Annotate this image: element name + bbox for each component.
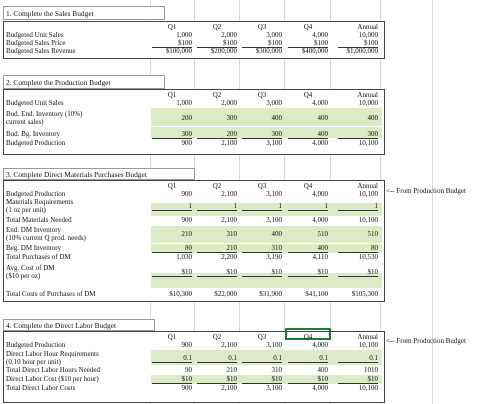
table-cell[interactable]: $10 — [197, 268, 237, 277]
table-cell[interactable]: 10,100 — [358, 139, 378, 147]
table-cell[interactable]: 210 — [226, 366, 237, 374]
row-label[interactable]: Budgeted Production — [6, 190, 66, 198]
row-label[interactable]: Budgeted Production — [6, 139, 66, 147]
column-header[interactable]: Q4 — [303, 182, 313, 190]
table-cell[interactable]: 510 — [317, 230, 328, 238]
row-label[interactable]: Materials Requirements — [6, 198, 74, 206]
column-header[interactable]: Q2 — [212, 91, 222, 99]
table-cell[interactable]: 300 — [242, 130, 282, 139]
table-cell[interactable]: 2,000 — [221, 99, 237, 107]
table-cell[interactable]: 400 — [317, 114, 328, 122]
dm-note: <-- From Production Budget — [386, 187, 466, 195]
table-cell[interactable]: 3,100 — [266, 216, 282, 224]
table-cell[interactable]: $10 — [338, 375, 378, 384]
table-cell[interactable]: $100 — [288, 39, 328, 48]
table-cell[interactable]: $31,900 — [259, 290, 282, 298]
table-cell[interactable]: 2,100 — [221, 384, 237, 392]
column-header[interactable]: Q3 — [257, 23, 267, 31]
table-cell[interactable]: 1 — [288, 202, 328, 211]
table-cell[interactable]: 2,000 — [221, 31, 237, 39]
table-cell[interactable]: 1 — [152, 202, 192, 211]
table-cell[interactable]: 2,100 — [221, 139, 237, 147]
table-cell[interactable]: $10 — [288, 375, 328, 384]
table-cell[interactable]: 0.1 — [197, 354, 237, 363]
table-cell[interactable]: 210 — [181, 230, 192, 238]
table-cell[interactable]: 4,000 — [312, 99, 328, 107]
table-cell[interactable]: 2,100 — [221, 190, 237, 198]
table-cell[interactable]: $100,000 — [165, 47, 192, 55]
column-header[interactable]: Q1 — [167, 23, 177, 31]
column-header[interactable]: Annual — [357, 23, 378, 31]
table-cell[interactable]: 4,000 — [312, 341, 328, 349]
table-cell[interactable]: $100 — [242, 39, 282, 48]
table-cell[interactable]: 0.1 — [242, 354, 282, 363]
row-label[interactable]: End. DM Inventory — [6, 226, 62, 234]
table-cell[interactable]: 2,100 — [221, 341, 237, 349]
table-cell[interactable]: $100 — [197, 39, 237, 48]
table-cell[interactable]: 4,000 — [312, 384, 328, 392]
table-cell[interactable]: 10,000 — [358, 31, 378, 39]
row-label[interactable]: Total Costs of Purchases of DM — [6, 290, 96, 298]
table-cell[interactable]: $10 — [288, 268, 328, 277]
table-cell[interactable]: 200 — [181, 114, 192, 122]
row-label[interactable]: (10% current Q prod. needs) — [6, 234, 86, 242]
table-cell[interactable]: $10 — [242, 375, 282, 384]
table-cell[interactable]: $400,000 — [301, 47, 328, 55]
table-cell[interactable]: 900 — [181, 384, 192, 392]
production-title: 2. Complete the Production Budget — [6, 78, 111, 87]
table-cell[interactable]: $10 — [197, 375, 237, 384]
column-header[interactable]: Q4 — [303, 333, 313, 341]
row-label[interactable]: Total Direct Labor Costs — [6, 384, 76, 392]
table-cell[interactable]: 1,000 — [176, 31, 192, 39]
table-cell[interactable]: 200 — [197, 130, 237, 139]
table-cell[interactable]: 80 — [152, 244, 192, 253]
table-cell[interactable]: 1010 — [364, 366, 378, 374]
table-cell[interactable]: 900 — [181, 190, 192, 198]
row-label[interactable]: Budgeted Sales Price — [6, 39, 66, 47]
table-cell[interactable]: 3,000 — [266, 99, 282, 107]
row-label[interactable]: Budgeted Unit Sales — [6, 31, 64, 39]
column-header[interactable]: Q3 — [257, 333, 267, 341]
table-cell[interactable]: 90 — [185, 366, 192, 374]
table-cell[interactable]: 4,000 — [312, 31, 328, 39]
table-cell[interactable]: 510 — [367, 230, 378, 238]
table-cell[interactable]: $105,300 — [351, 290, 378, 298]
table-cell[interactable]: $300,000 — [255, 47, 282, 55]
table-cell[interactable]: 310 — [226, 230, 237, 238]
table-cell[interactable]: 300 — [338, 130, 378, 139]
dm-title: 3. Complete Direct Materials Purchases Budget — [6, 170, 147, 179]
table-cell[interactable]: $10 — [338, 268, 378, 277]
row-label[interactable]: (1 oz per unit) — [6, 206, 46, 214]
sales-title: 1. Complete the Sales Budget — [6, 9, 94, 18]
dm-title-cell[interactable] — [3, 168, 195, 180]
table-cell[interactable]: 400 — [367, 114, 378, 122]
table-cell[interactable]: 900 — [181, 341, 192, 349]
table-cell[interactable]: 3,190 — [266, 253, 282, 261]
row-label[interactable]: Bud. Bg. Inventory — [6, 130, 61, 138]
column-header[interactable]: Q3 — [257, 91, 267, 99]
table-cell[interactable]: 210 — [197, 244, 237, 253]
column-header[interactable]: Annual — [357, 333, 378, 341]
table-cell[interactable]: $10,300 — [169, 290, 192, 298]
row-label[interactable]: Direct Labor Hour Requirements — [6, 350, 99, 358]
column-header[interactable]: Q4 — [303, 23, 313, 31]
table-cell[interactable]: 400 — [288, 130, 328, 139]
table-cell[interactable]: 400 — [271, 114, 282, 122]
table-cell[interactable]: 900 — [181, 139, 192, 147]
dl-title-cell[interactable] — [3, 319, 155, 331]
table-cell[interactable]: 3,100 — [266, 190, 282, 198]
table-cell[interactable]: 400 — [288, 244, 328, 253]
table-cell[interactable]: 300 — [226, 114, 237, 122]
row-label[interactable]: (0.10 hour per unit) — [6, 358, 61, 366]
table-cell[interactable]: 310 — [242, 244, 282, 253]
table-cell[interactable]: $100 — [152, 39, 192, 48]
row-label[interactable]: Direct Labor Cost ($10 per hour) — [6, 375, 99, 383]
table-cell[interactable]: 10,100 — [358, 190, 378, 198]
table-cell[interactable]: 10,100 — [358, 341, 378, 349]
row-label[interactable]: Avg. Cost of DM — [6, 264, 55, 272]
row-label[interactable]: Beg. DM Inventory — [6, 244, 62, 252]
column-header[interactable]: Q4 — [303, 91, 313, 99]
row-label[interactable]: Total Purchases of DM — [6, 253, 71, 261]
table-cell[interactable]: $10 — [152, 375, 192, 384]
table-cell[interactable]: $1,000,000 — [346, 47, 378, 55]
row-label[interactable]: Budgeted Sales Revenue — [6, 47, 76, 55]
table-cell[interactable]: 0.1 — [338, 354, 378, 363]
table-cell[interactable]: $200,000 — [210, 47, 237, 55]
table-cell[interactable]: 4,000 — [312, 190, 328, 198]
table-cell[interactable]: $41,100 — [305, 290, 328, 298]
table-cell[interactable]: 900 — [181, 216, 192, 224]
table-cell[interactable]: 1 — [338, 202, 378, 211]
row-label[interactable]: Budgeted Production — [6, 341, 66, 349]
table-cell[interactable]: $100 — [338, 39, 378, 48]
table-cell[interactable]: 80 — [338, 244, 378, 253]
table-cell[interactable]: 10,100 — [358, 216, 378, 224]
table-cell[interactable]: 1,000 — [176, 99, 192, 107]
column-header[interactable]: Q2 — [212, 182, 222, 190]
column-header[interactable]: Q1 — [167, 333, 177, 341]
table-cell[interactable]: 1 — [242, 202, 282, 211]
dl-note: <-- From Production Budget — [386, 337, 466, 345]
column-header[interactable]: Q3 — [257, 182, 267, 190]
column-header[interactable]: Annual — [357, 182, 378, 190]
column-header[interactable]: Q1 — [167, 91, 177, 99]
column-header[interactable]: Annual — [357, 91, 378, 99]
column-header[interactable]: Q2 — [212, 23, 222, 31]
row-label[interactable]: Bud. End. Inventory (10%) — [6, 110, 83, 118]
table-cell[interactable]: 0.1 — [288, 354, 328, 363]
table-cell[interactable]: 310 — [271, 366, 282, 374]
table-cell[interactable]: $10 — [242, 268, 282, 277]
table-cell[interactable]: 4,000 — [312, 139, 328, 147]
column-header[interactable]: Q1 — [167, 182, 177, 190]
table-cell[interactable]: 300 — [152, 130, 192, 139]
table-cell[interactable]: 3,100 — [266, 139, 282, 147]
table-cell[interactable]: 10,100 — [358, 384, 378, 392]
table-cell[interactable]: 10,000 — [358, 99, 378, 107]
row-label[interactable]: Total Materials Needed — [6, 216, 72, 224]
dl-title: 4. Complete the Direct Labor Budget — [6, 321, 117, 330]
table-cell[interactable]: 4,000 — [312, 216, 328, 224]
table-cell[interactable]: 3,100 — [266, 384, 282, 392]
column-header[interactable]: Q2 — [212, 333, 222, 341]
row-label[interactable]: Total Direct Labor Hours Needed — [6, 366, 100, 374]
sales-title-cell[interactable] — [3, 6, 165, 20]
row-label[interactable]: Budgeted Unit Sales — [6, 99, 64, 107]
table-cell[interactable]: 400 — [271, 230, 282, 238]
table-cell[interactable]: $22,000 — [214, 290, 237, 298]
table-cell[interactable]: 1 — [197, 202, 237, 211]
table-cell[interactable]: 4,110 — [312, 253, 328, 261]
table-cell[interactable]: 3,000 — [266, 31, 282, 39]
table-cell[interactable]: $10 — [152, 268, 192, 277]
table-cell[interactable]: 400 — [317, 366, 328, 374]
table-cell[interactable]: 3,100 — [266, 341, 282, 349]
table-cell[interactable]: 1,030 — [176, 253, 192, 261]
row-label[interactable]: current sales) — [6, 118, 44, 126]
table-cell[interactable]: 2,100 — [221, 216, 237, 224]
table-cell[interactable]: 10,530 — [358, 253, 378, 261]
table-cell[interactable]: 2,200 — [221, 253, 237, 261]
production-title-cell[interactable] — [3, 75, 165, 89]
row-label[interactable]: ($10 per oz) — [6, 272, 41, 280]
table-cell[interactable]: 0.1 — [152, 354, 192, 363]
